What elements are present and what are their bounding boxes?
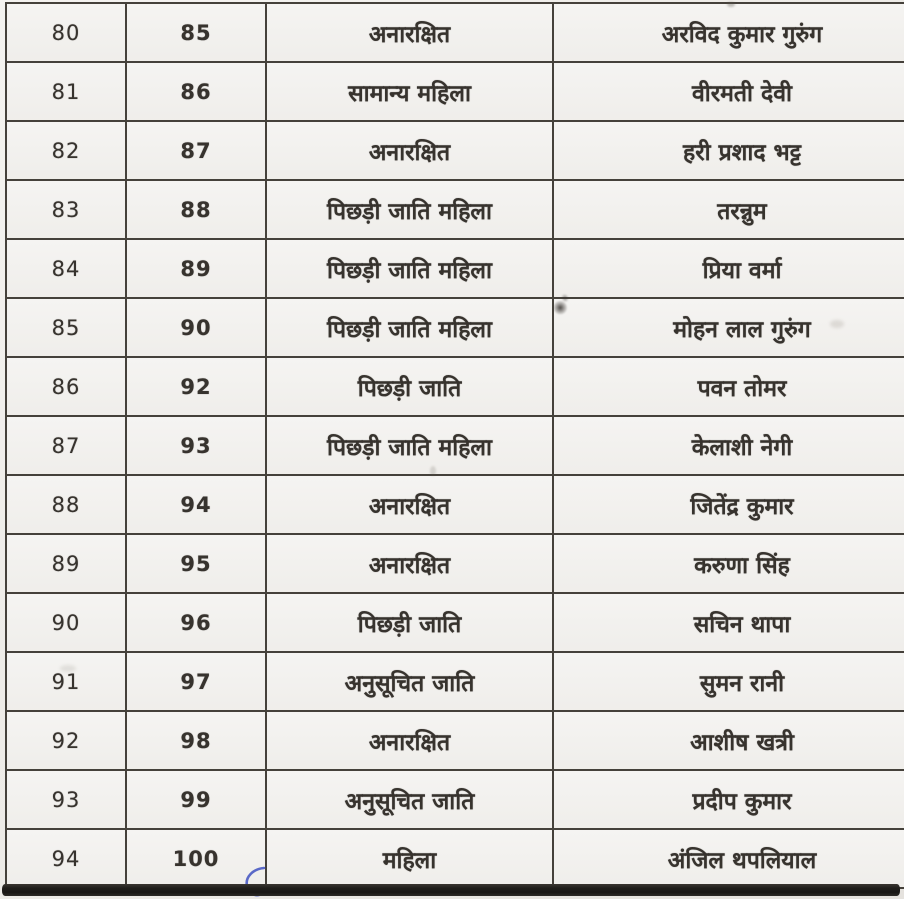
table-row [6, 475, 904, 534]
serial-cell: 89 [6, 534, 126, 593]
name-cell: आशीष खत्री [553, 711, 904, 770]
category-cell: सामान्य महिला [266, 62, 553, 121]
name-cell: हरी प्रशाद भट्ट [553, 121, 904, 180]
category-cell: पिछड़ी जाति [266, 593, 553, 652]
table-row [6, 711, 904, 770]
table-row [6, 180, 904, 239]
category-cell: अनारक्षित [266, 475, 553, 534]
number-cell: 88 [126, 180, 266, 239]
number-cell: 87 [126, 121, 266, 180]
category-cell: पिछड़ी जाति महिला [266, 416, 553, 475]
number-cell: 97 [126, 652, 266, 711]
category-cell: पिछड़ी जाति महिला [266, 298, 553, 357]
category-cell: अनारक्षित [266, 534, 553, 593]
scan-speck [830, 320, 844, 328]
scan-speck [60, 665, 76, 672]
category-cell: अनुसूचित जाति [266, 770, 553, 829]
table-row [6, 829, 904, 888]
serial-cell: 86 [6, 357, 126, 416]
number-cell: 89 [126, 239, 266, 298]
name-cell: पवन तोमर [553, 357, 904, 416]
name-cell: जितेंद्र कुमार [553, 475, 904, 534]
category-cell: पिछड़ी जाति महिला [266, 239, 553, 298]
name-cell: केलाशी नेगी [553, 416, 904, 475]
scan-speck [430, 466, 436, 476]
number-cell: 86 [126, 62, 266, 121]
serial-cell: 85 [6, 298, 126, 357]
serial-cell: 93 [6, 770, 126, 829]
serial-cell: 83 [6, 180, 126, 239]
table-row [6, 770, 904, 829]
name-cell: अरविद कुमार गुरुंग [553, 3, 904, 62]
number-cell: 93 [126, 416, 266, 475]
number-cell: 99 [126, 770, 266, 829]
number-cell: 90 [126, 298, 266, 357]
table-row [6, 593, 904, 652]
name-cell: प्रिया वर्मा [553, 239, 904, 298]
number-cell: 98 [126, 711, 266, 770]
category-cell: महिला [266, 829, 553, 888]
category-cell: पिछड़ी जाति महिला [266, 180, 553, 239]
table-row [6, 239, 904, 298]
serial-cell: 94 [6, 829, 126, 888]
number-cell: 85 [126, 3, 266, 62]
table-row [6, 121, 904, 180]
name-cell: तरन्नुम [553, 180, 904, 239]
number-cell: 92 [126, 357, 266, 416]
category-cell: अनारक्षित [266, 3, 553, 62]
serial-cell: 90 [6, 593, 126, 652]
name-cell: प्रदीप कुमार [553, 770, 904, 829]
category-cell: पिछड़ी जाति [266, 357, 553, 416]
name-cell: वीरमती देवी [553, 62, 904, 121]
category-cell: अनारक्षित [266, 711, 553, 770]
name-cell: मोहन लाल गुरुंग [553, 298, 904, 357]
scan-bottom-edge [2, 884, 900, 896]
table-row [6, 534, 904, 593]
number-cell: 100 [126, 829, 266, 888]
name-cell: करुणा सिंह [553, 534, 904, 593]
name-cell: सचिन थापा [553, 593, 904, 652]
table-row [6, 298, 904, 357]
serial-cell: 92 [6, 711, 126, 770]
serial-cell: 88 [6, 475, 126, 534]
table-row [6, 652, 904, 711]
table-row [6, 3, 904, 62]
number-cell: 94 [126, 475, 266, 534]
table-row [6, 62, 904, 121]
category-cell: अनुसूचित जाति [266, 652, 553, 711]
table-row [6, 416, 904, 475]
table-body [6, 3, 904, 888]
serial-cell: 82 [6, 121, 126, 180]
table-row [6, 357, 904, 416]
serial-cell: 87 [6, 416, 126, 475]
category-cell: अनारक्षित [266, 121, 553, 180]
scan-speck [727, 2, 735, 7]
serial-cell: 81 [6, 62, 126, 121]
number-cell: 96 [126, 593, 266, 652]
serial-cell: 91 [6, 652, 126, 711]
number-cell: 95 [126, 534, 266, 593]
serial-cell: 84 [6, 239, 126, 298]
name-cell: अंजिल थपलियाल [553, 829, 904, 888]
serial-cell: 80 [6, 3, 126, 62]
candidate-table [5, 2, 904, 889]
name-cell: सुमन रानी [553, 652, 904, 711]
